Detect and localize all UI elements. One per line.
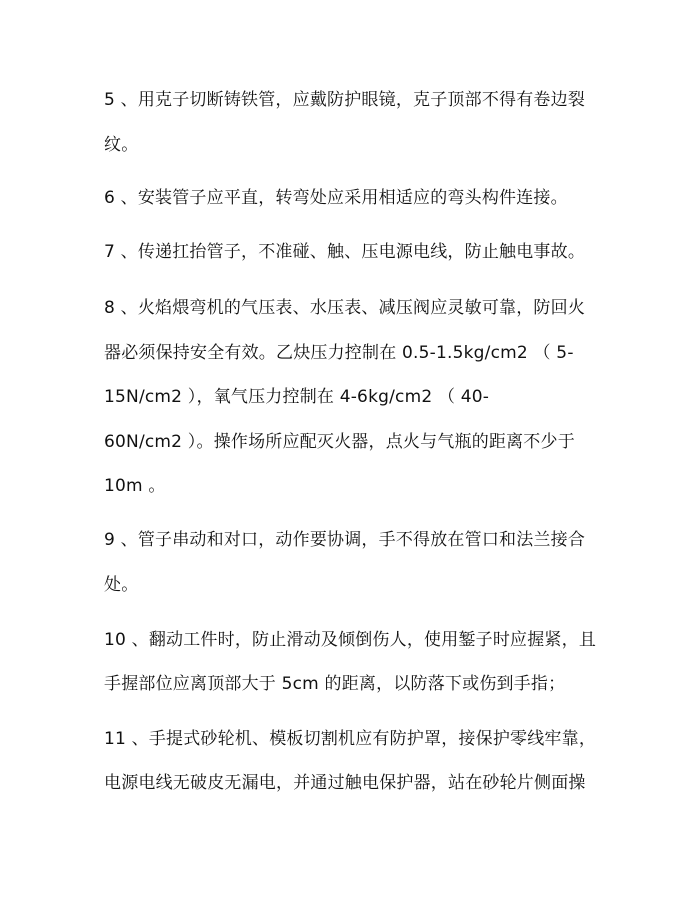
text-line-item-6: 6 、安装管子应平直，转弯处应采用相适应的弯头构件连接。 [104, 188, 568, 208]
text-line-item-9-part-2: 处。 [104, 575, 139, 595]
text-line-item-8-part-4: 60N/cm2 ）。操作场所应配灭火器，点火与气瓶的距离不少于 [104, 432, 575, 452]
text-line-item-8-part-2: 器必须保持安全有效。乙炔压力控制在 0.5-1.5kg/cm2 （ 5- [104, 343, 574, 363]
text-line-item-5-part-1: 5 、用克子切断铸铁管，应戴防护眼镜，克子顶部不得有卷边裂 [104, 90, 586, 110]
text-line-item-10-part-1: 10 、翻动工件时，防止滑动及倾倒伤人，使用錾子时应握紧，且 [104, 630, 597, 650]
text-line-item-9-part-1: 9 、管子串动和对口，动作要协调，手不得放在管口和法兰接合 [104, 530, 586, 550]
text-line-item-8-part-1: 8 、火焰煨弯机的气压表、水压表、减压阀应灵敏可靠，防回火 [104, 298, 586, 318]
text-line-item-11-part-1: 11 、手提式砂轮机、模板切割机应有防护罩，接保护零线牢靠， [104, 729, 597, 749]
text-line-item-11-part-2: 电源电线无破皮无漏电，并通过触电保护器，站在砂轮片侧面操 [104, 773, 586, 793]
text-line-item-5-part-2: 纹。 [104, 135, 139, 155]
text-line-item-7: 7 、传递扛抬管子，不准碰、触、压电源电线，防止触电事故。 [104, 242, 586, 262]
text-line-item-8-part-3: 15N/cm2 ），氧气压力控制在 4-6kg/cm2 （ 40- [104, 387, 490, 407]
text-line-item-10-part-2: 手握部位应离顶部大于 5cm 的距离，以防落下或伤到手指； [104, 674, 566, 694]
text-line-item-8-part-5: 10m 。 [104, 476, 166, 496]
